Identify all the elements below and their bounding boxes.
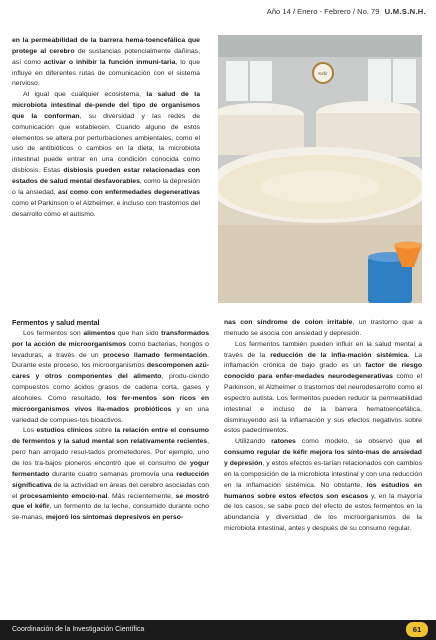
text-run: Los fermentos son [23,329,84,337]
text-run: y en una variedad de compues-tos bioactivos. [12,405,209,424]
text-run: durante cuatro semanas promovía una [49,470,177,478]
page-number: 61 [406,622,428,637]
bold-text: transformados por la acción de microorganismos [12,329,209,348]
text-run: , un trastorno que a menudo se asocia con ansiedad y depresión. [224,319,422,337]
paragraph [224,437,422,535]
text-run: , produ-ciendo compuestos como ácidos grasos de cadena corta, gases y alcoholes. Como resultado, [12,373,209,402]
text-run: de la actividad en áreas del cerebro asociadas con el [12,481,209,500]
paragraph [224,340,422,438]
paragraph [12,329,209,427]
text-run: como el Parkinson o el Alzheimer, e incluso con trastornos del desarrollo como el autismo. [12,199,200,218]
bold-text: la relación entre el consumo de fermentos y la salud mental son relativamente recientes [12,427,209,446]
text-run: . La inflamación crónica de bajo grado es un [224,351,422,370]
article-column-top [12,36,200,220]
text-run: , lo que influye en diferentes rutas de comunicación con el sistema nervioso. [12,58,200,88]
text-run: Los fermentos también pueden influir en la salud mental a través de la [224,340,422,359]
text-run: , un fermento de la leche, consumido durante ocho se-manas, [12,503,209,522]
bold-text: la salud de la microbiota intestinal de-pende del tipo de organismos que la conforman [12,91,200,120]
bold-text: mejoró los síntomas depresivos en perso- [45,514,184,522]
paragraph [12,426,209,524]
article-column-left [12,318,209,524]
bold-text: activar o inhibir la función inmuni-taria [43,58,176,66]
article-column-right [224,318,422,535]
svg-text:Kefir: Kefir [318,71,328,76]
text-run: como modelo, se observó que [295,438,417,446]
text-run: de sustancias potencialmente dañinas, así como [12,47,200,66]
paragraph [224,318,422,340]
bold-text: los estudios en humanos sobre estos efectos son escasos [224,481,422,500]
footer-text: Coordinación de la Investigación Científica [12,626,145,633]
issue-info: Año 14 / Enero - Febrero / No. 79 [266,7,380,16]
bold-text: nas con síndrome de colon irritable [224,319,353,326]
bold-text: descomponen azú-cares y otros componentes del alimento [12,362,209,381]
text-run: Los [23,427,37,435]
text-run: que han sido [115,329,162,337]
text-run: , pero han arrojado resul-tados prometedores. Por ejemplo, uno de los tra-bajos pioneros encontró que el consumo de [12,438,209,467]
bold-text: los fer-mentos son ricos en microorganismos vivos lla-mados probióticos [12,394,209,413]
bold-text: reducción de la infla-mación sistémica [270,351,408,359]
page-footer [0,620,436,640]
bold-text: estudios clínicos [36,427,93,435]
bold-text: ratones [271,438,296,446]
bold-text: así como con enfermedades degenerativas [58,188,200,196]
paragraph [12,36,200,90]
bold-text: procesamiento emocio-nal [19,492,108,500]
bold-text: en la permeabilidad de la barrera hema-toencefálica que protege al cerebro [12,37,200,55]
university-brand: U.M.S.N.H. [384,7,426,16]
text-run: sobre [92,427,115,435]
bold-text: el consumo regular de kéfir mejora los sínto-mas de ansiedad y depresión [224,438,422,467]
page-header [267,7,426,16]
bold-text: factor de riesgo conocido para enfer-medades neurodegenerativas [224,362,422,381]
bold-text: se mostró que el kéfir [12,492,209,511]
bold-text: alimentos [83,329,116,337]
bold-text: disbiosis pueden estar relacionadas con estados de salud mental desfavorables [12,167,200,185]
wall-sign [313,63,333,83]
text-run: y, en la mayoría de los casos, se sabe poco del efecto de estos fermentos en la abundancia y diversidad de los microorganismos de la microbiota intestinal, antes y después de su consumo regular. [224,492,422,533]
text-run: Al igual que cualquier ecosistema, [23,91,147,99]
bold-text: yogur fermentado [12,459,209,478]
text-run: . Más recientemente, [107,492,176,500]
text-run: como bacterias, hongos o levaduras, a través de un [12,340,209,359]
text-run: Utilizando [235,438,272,446]
paragraph [12,90,200,220]
section-heading: Fermentos y salud mental [12,319,100,327]
bold-text: reducción significativa [12,470,209,489]
text-run: como el Parkinson, el Alzheimer o trastornos del neurodesarrollo como el espectro autista. Los fermentos pueden reducir la permeabilidad intestinal e incluso de la barrera hematoencefálica, disminuyendo así la inflamación y sus efectos negativos sobre estos padecimientos. [224,373,422,435]
text-run: , como la depresión o la ansiedad, [12,177,200,196]
text-run: . Durante este proceso, los microorganismos [12,351,209,370]
text-run: , su diversidad y las redes de comunicación que establecen. Cuando alguno de estos elementos se altera por perturbaciones ambientales, como el uso de antibióticos o cambios en la dieta, la microbiota intestinal puede entrar en una condición conocida como disbiosis. Estas [12,112,200,175]
kefir-vats-photo [218,35,422,303]
bold-text: proceso llamado fermentación [102,351,208,359]
text-run: , y estos efectos es-tarían relacionados con cambios en la composición de la microbiota intestinal y con una reducción en la inflamación sistémica. No obstante, [224,459,422,489]
